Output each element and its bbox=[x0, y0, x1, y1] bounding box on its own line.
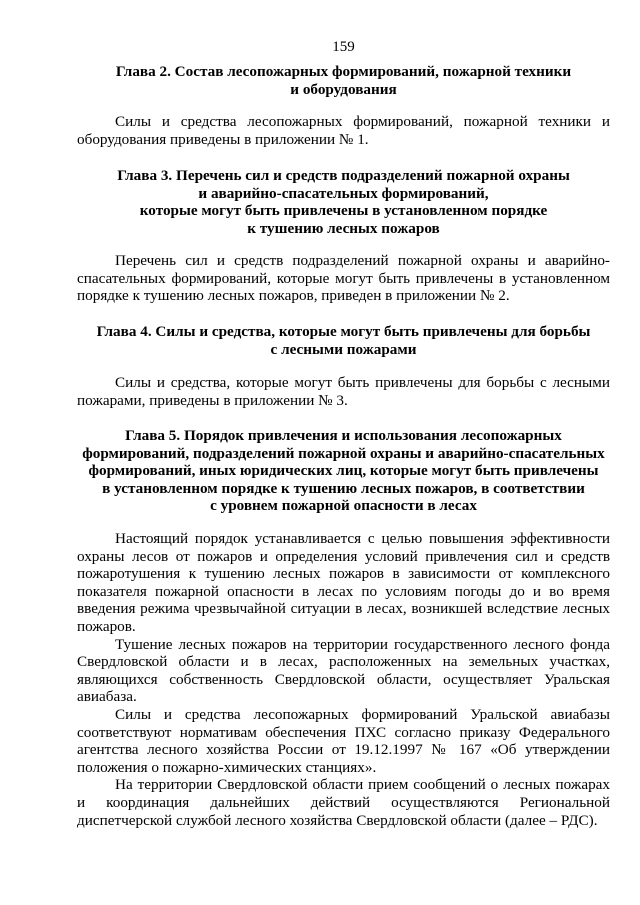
chapter-title-line: и аварийно-спасательных формирований, bbox=[198, 184, 489, 202]
paragraph: На территории Свердловской области прием сообщений о лесных пожарах и координация дальнейших действий осуществляются Региональной диспетчерской службой лесного хозяйства Свердловской области (далее – РДС). bbox=[77, 776, 610, 829]
chapter-4-title bbox=[77, 323, 610, 358]
chapter-title-line: Глава 3. Перечень сил и средств подразделений пожарной охраны bbox=[117, 167, 570, 184]
chapter-3 bbox=[77, 167, 610, 237]
chapter-title-line: и оборудования bbox=[290, 80, 397, 98]
chapter-title-line: с лесными пожарами bbox=[270, 340, 417, 358]
chapter-2-title bbox=[77, 63, 610, 98]
chapter-title-line: с уровнем пожарной опасности в лесах bbox=[210, 497, 477, 514]
page-number: 159 bbox=[332, 39, 355, 55]
chapter-2-body bbox=[77, 113, 610, 148]
chapter-title-line: Глава 2. Состав лесопожарных формирований, пожарной техники bbox=[115, 63, 572, 80]
paragraph: Силы и средства лесопожарных формирований Уральской авиабазы соответствуют нормативам обеспечения ПХС согласно приказу Федерального агентства лесного хозяйства России от 19.12.1997 № 167 «Об утверждении положения о пожарно-химических станциях». bbox=[77, 705, 610, 776]
paragraph: Настоящий порядок устанавливается с целью повышения эффективности охраны лесов от пожаров и определения условий привлечения сил и средств пожаротушения к тушению лесных пожаров в зависимости от комплексного показателя пожарной опасности в лесах по условиям погоды до и во время введения режима чрезвычайной ситуации в лесах, возникшей вследствие лесных пожаров. bbox=[77, 530, 610, 635]
paragraph: Силы и средства, которые могут быть привлечены для борьбы с лесными пожарами, приведены в приложении № 3. bbox=[77, 374, 610, 409]
chapter-3-body bbox=[77, 252, 610, 305]
paragraph: Силы и средства лесопожарных формирований, пожарной техники и оборудования приведены в приложении № 1. bbox=[77, 113, 610, 148]
chapter-5-title bbox=[77, 427, 610, 515]
chapter-title-line: формирований, иных юридических лиц, которые могут быть привлечены bbox=[88, 462, 599, 479]
chapter-title-line: Глава 5. Порядок привлечения и использования лесопожарных bbox=[125, 427, 562, 444]
chapter-5 bbox=[77, 427, 610, 515]
paragraph: Тушение лесных пожаров на территории государственного лесного фонда Свердловской области и в лесах, расположенных на земельных участках, являющихся собственность Свердловской области, осуществляет Уральская авиабаза. bbox=[77, 635, 610, 706]
chapter-4-body bbox=[77, 374, 610, 409]
paragraph: Перечень сил и средств подразделений пожарной охраны и аварийно-спасательных формирований, которые могут быть привлечены в установленном порядке к тушению лесных пожаров, приведен в приложении № 2. bbox=[77, 252, 610, 305]
chapter-title-line: которые могут быть привлечены в установленном порядке bbox=[139, 202, 548, 219]
chapter-title-line: формирований, подразделений пожарной охраны и аварийно-спасательных bbox=[82, 444, 605, 462]
chapter-title-line: Глава 4. Силы и средства, которые могут быть привлечены для борьбы bbox=[96, 323, 591, 340]
chapter-2 bbox=[77, 63, 610, 98]
chapter-title-line: в установленном порядке к тушению лесных пожаров, в соответствии bbox=[102, 479, 585, 497]
chapter-3-title bbox=[77, 167, 610, 237]
chapter-title-line: к тушению лесных пожаров bbox=[247, 219, 440, 237]
chapter-5-body bbox=[77, 530, 610, 829]
chapter-4 bbox=[77, 323, 610, 358]
